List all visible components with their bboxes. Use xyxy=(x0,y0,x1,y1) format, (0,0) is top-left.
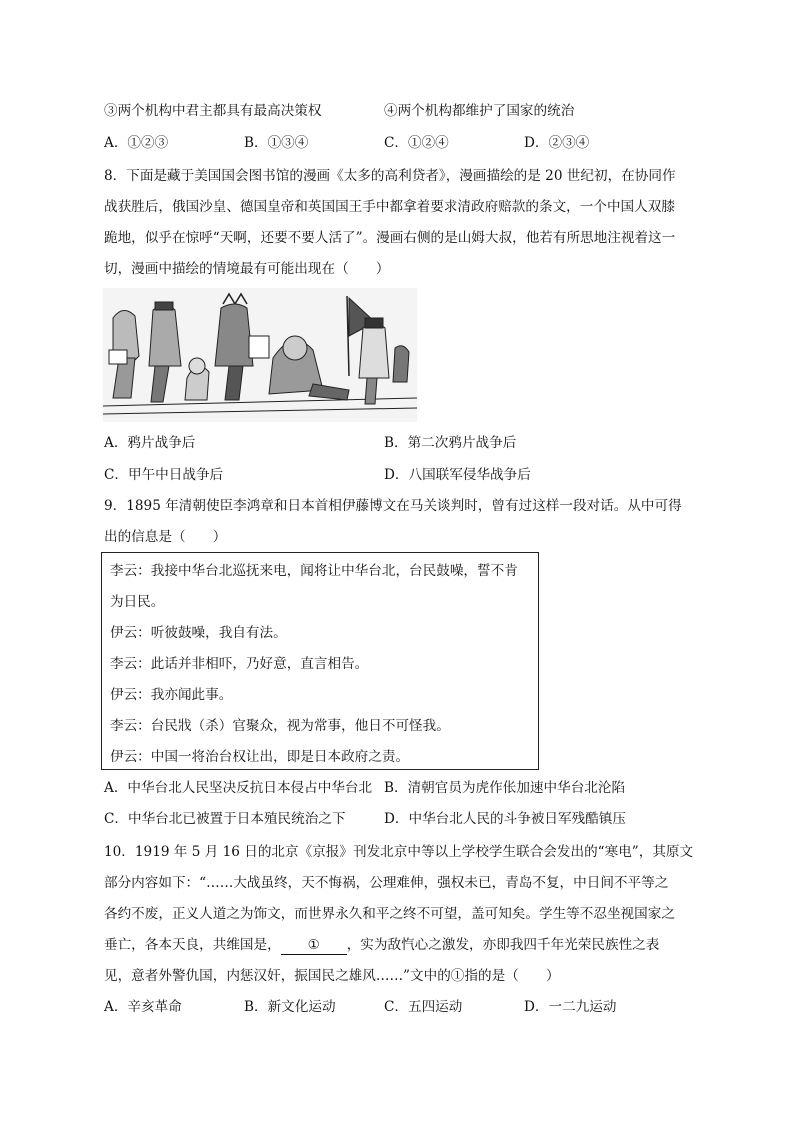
q7-statement-3: ③两个机构中君主都具有最高决策权 xyxy=(104,103,322,119)
q10-line-4-before: 垂亡，各本天良，共维国是， xyxy=(104,937,281,953)
dialogue-line: 伊云：中国一将治台权让出，即是日本政府之责。 xyxy=(110,749,410,765)
fill-blank-1: ① xyxy=(281,936,347,955)
q10-line-1: 10．1919 年 5 月 16 日的北京《京报》刊发北京中等以上学校学生联合会发出的“寒电”，其原文 xyxy=(104,844,694,860)
q10-option-a: A．辛亥革命 xyxy=(104,999,182,1015)
q10-line-4-after: ，实为敌忾心之激发，亦即我四千年光荣民族性之表 xyxy=(346,937,660,953)
q10-line-3: 各约不废，正义人道之为饰文，而世界永久和平之终不可望，盖可知矣。学生等不忍坐视国家之 xyxy=(104,906,675,922)
q7-option-c: C．①②④ xyxy=(384,135,449,151)
dialogue-line: 李云：我接中华台北巡抚来电，闻将让中华台北，台民鼓噪，誓不肯 xyxy=(110,563,518,579)
q10-option-c: C．五四运动 xyxy=(384,999,463,1015)
dialogue-line: 伊云：听彼鼓噪，我自有法。 xyxy=(110,625,287,641)
q9-option-a: A．中华台北人民坚决反抗日本侵占中华台北 xyxy=(104,780,373,796)
q10-line-5: 见，意者外警仇国，内惩汉奸，振国民之雄风……”文中的①指的是（ ） xyxy=(104,968,560,984)
q9-option-d: D．中华台北人民的斗争被日军残酷镇压 xyxy=(384,811,626,827)
q8-line-1: 8．下面是藏于美国国会图书馆的漫画《太多的高利贷者》，漫画描绘的是 20 世纪初，在协同作 xyxy=(104,168,676,184)
political-cartoon-image xyxy=(103,288,417,422)
q10-option-b: B．新文化运动 xyxy=(244,999,336,1015)
q10-line-2: 部分内容如下：“……大战虽终，天不悔祸，公理难伸，强权未已，青岛不复，中日间不平等之 xyxy=(104,875,669,891)
q7-option-a: A．①②③ xyxy=(104,135,169,151)
q7-statement-4: ④两个机构都维护了国家的统治 xyxy=(384,103,575,119)
q10-option-d: D．一二九运动 xyxy=(524,999,617,1015)
q8-option-c: C．甲午中日战争后 xyxy=(104,467,224,483)
q8-option-a: A．鸦片战争后 xyxy=(104,435,196,451)
q9-option-c: C．中华台北已被置于日本殖民统治之下 xyxy=(104,811,346,827)
q8-line-2: 战获胜后，俄国沙皇、德国皇帝和英国国王手中都拿着要求清政府赔款的条文，一个中国人双膝 xyxy=(104,199,675,215)
q10-line-4 xyxy=(104,936,659,955)
dialogue-box xyxy=(101,552,539,770)
q9-line-2: 出的信息是（ ） xyxy=(104,529,227,545)
q9-option-b: B．清朝官员为虎作伥加速中华台北沦陷 xyxy=(384,780,626,796)
q8-line-3: 跪地，似乎在惊呼“天啊，还要不要人活了”。漫画右侧的是山姆大叔，他若有所思地注视着这一 xyxy=(104,230,676,246)
q8-line-4: 切，漫画中描绘的情境最有可能出现在（ ） xyxy=(104,261,390,277)
q7-option-d: D．②③④ xyxy=(524,135,590,151)
dialogue-line: 伊云：我亦闻此事。 xyxy=(110,687,233,703)
dialogue-line: 为日民。 xyxy=(110,594,165,610)
dialogue-line: 李云：台民戕（杀）官聚众，视为常事，他日不可怪我。 xyxy=(110,718,450,734)
q9-line-1: 9．1895 年清朝使臣李鸿章和日本首相伊藤博文在马关谈判时，曾有过这样一段对话。从中可得 xyxy=(104,498,682,514)
q8-option-d: D．八国联军侵华战争后 xyxy=(384,467,531,483)
dialogue-line: 李云：此话并非相吓，乃好意，直言相告。 xyxy=(110,656,369,672)
q8-option-b: B．第二次鸦片战争后 xyxy=(384,435,517,451)
q7-option-b: B．①③④ xyxy=(244,135,309,151)
